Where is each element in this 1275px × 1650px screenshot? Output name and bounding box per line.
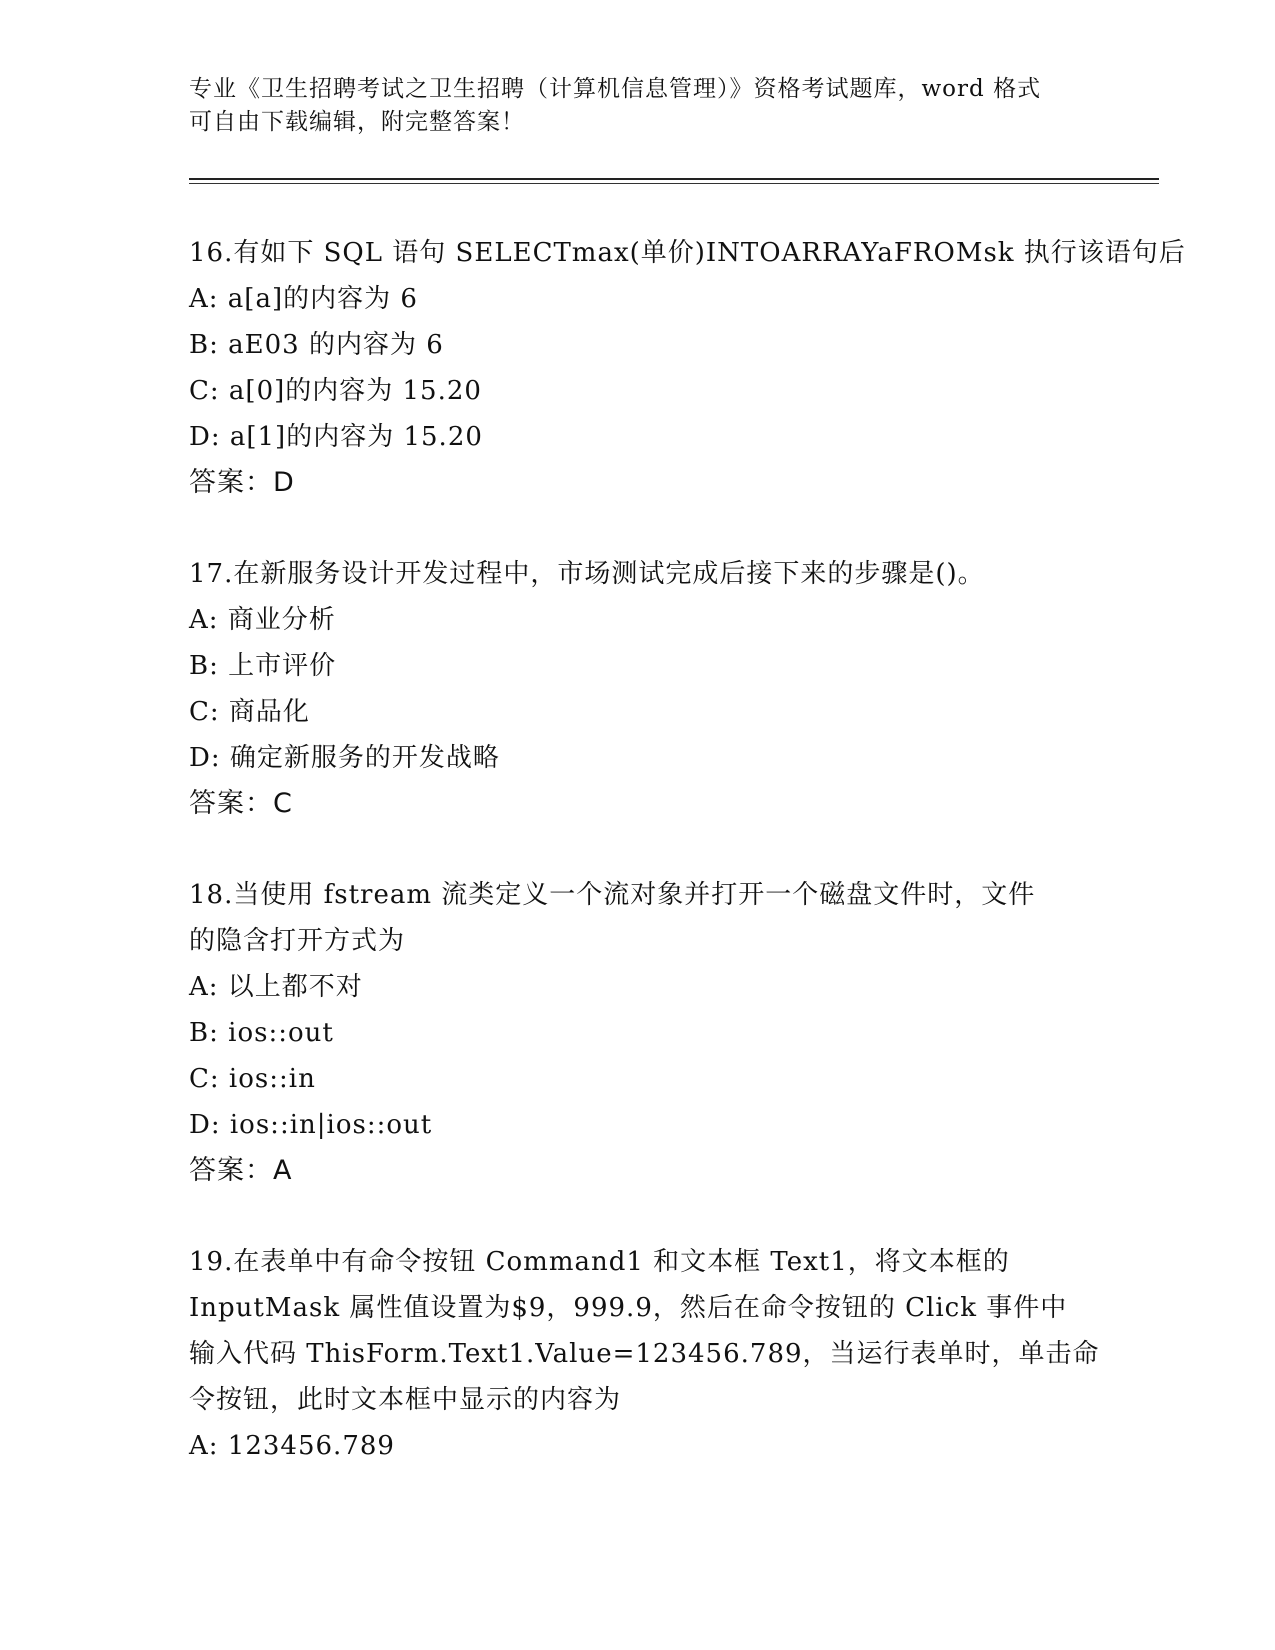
option-a: A: 123456.789	[189, 1431, 395, 1461]
option-d: D: 确定新服务的开发战略	[189, 743, 500, 773]
question-17	[189, 551, 1089, 827]
header-line-1: 专业《卫生招聘考试之卫生招聘（计算机信息管理）》资格考试题库，word 格式	[189, 76, 1042, 102]
question-stem-continued: 的隐含打开方式为	[189, 926, 406, 956]
question-stem-continued: 输入代码 ThisForm.Text1.Value=123456.789，当运行表单时，单击命	[189, 1339, 1100, 1369]
answer-line: 答案：C	[189, 788, 293, 819]
option-c: C: ios::in	[189, 1064, 316, 1094]
option-d: D: ios::in|ios::out	[189, 1110, 433, 1140]
question-list	[189, 230, 1186, 1469]
question-stem: 17.在新服务设计开发过程中，市场测试完成后接下来的步骤是()。	[189, 559, 985, 589]
question-19	[189, 1239, 1100, 1469]
answer-line: 答案：A	[189, 1155, 293, 1186]
option-b: B: aE03 的内容为 6	[189, 330, 444, 360]
header-divider-thin	[189, 183, 1159, 184]
header-divider-thick	[189, 178, 1159, 180]
question-stem: 19.在表单中有命令按钮 Command1 和文本框 Text1，将文本框的	[189, 1247, 1010, 1277]
question-stem: 18.当使用 fstream 流类定义一个流对象并打开一个磁盘文件时，文件	[189, 880, 1036, 910]
option-a: A: 以上都不对	[189, 972, 363, 1002]
option-d: D: a[1]的内容为 15.20	[189, 422, 483, 452]
question-stem-continued: 令按钮，此时文本框中显示的内容为	[189, 1385, 622, 1415]
answer-line: 答案：D	[189, 467, 295, 498]
option-c: C: 商品化	[189, 697, 310, 727]
question-stem-continued: InputMask 属性值设置为$9，999.9，然后在命令按钮的 Click 事件中	[189, 1293, 1068, 1323]
option-a: A: 商业分析	[189, 605, 336, 635]
option-c: C: a[0]的内容为 15.20	[189, 376, 482, 406]
option-b: B: 上市评价	[189, 651, 337, 681]
question-stem: 16.有如下 SQL 语句 SELECTmax(单价)INTOARRAYaFROMsk 执行该语句后	[189, 238, 1186, 268]
document-header	[189, 73, 1089, 139]
question-18	[189, 872, 1089, 1194]
question-16	[189, 230, 1186, 506]
header-line-2: 可自由下载编辑，附完整答案！	[189, 109, 525, 135]
option-b: B: ios::out	[189, 1018, 334, 1048]
option-a: A: a[a]的内容为 6	[189, 284, 418, 314]
